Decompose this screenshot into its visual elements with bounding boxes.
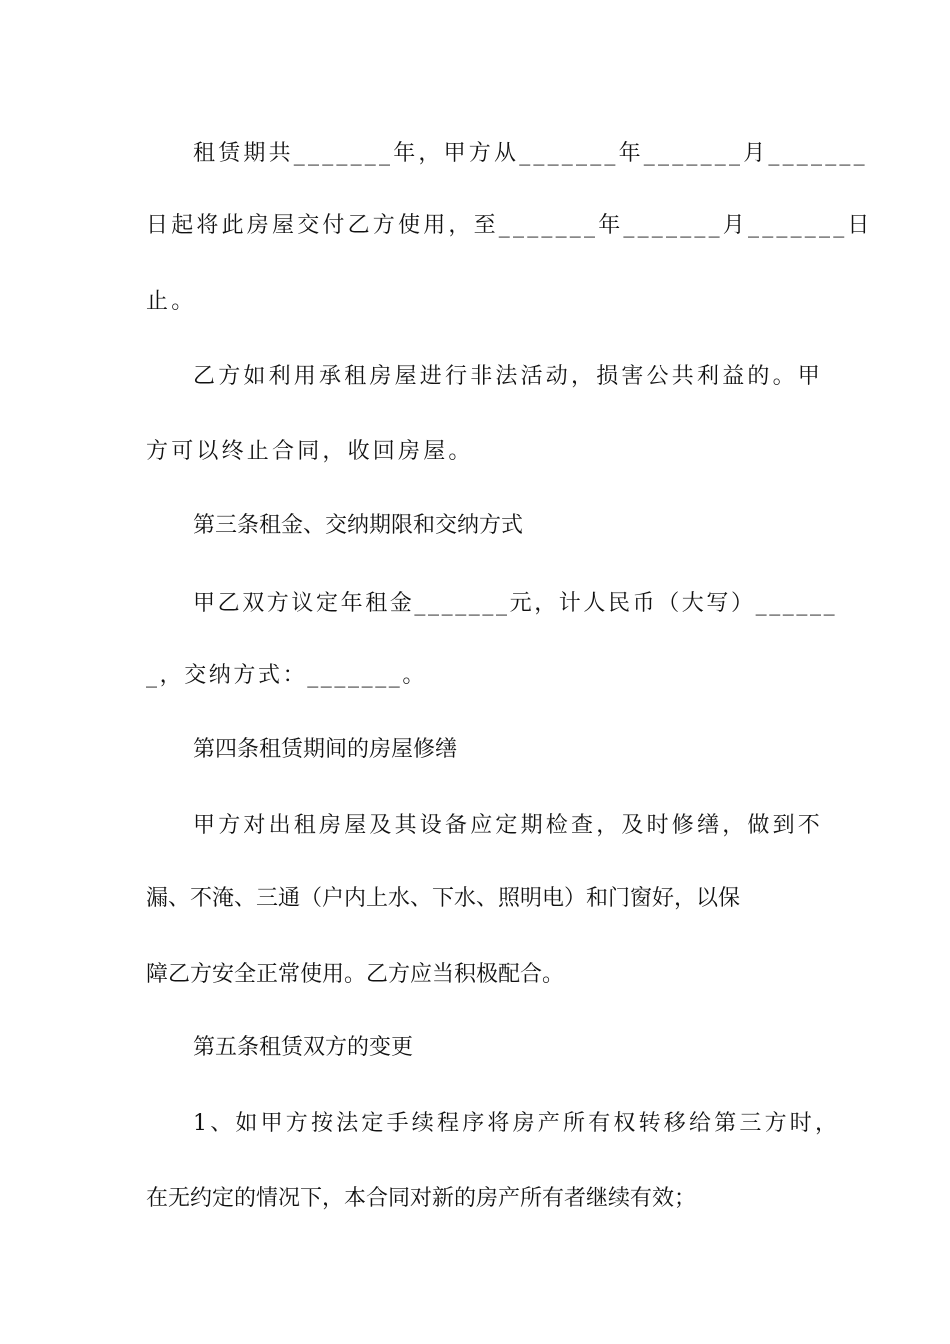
paragraph-lease-term-line-3: 止。 [146,289,197,314]
paragraph-rent-line-1: 甲乙双方议定年租金_______元，计人民币（大写）______ [193,591,838,616]
paragraph-lease-term-line-2: 日起将此房屋交付乙方使用，至_______年_______月_______日 [146,213,873,238]
paragraph-repair-line-3: 障乙方安全正常使用。乙方应当积极配合。 [146,962,565,987]
heading-article-4: 第四条租赁期间的房屋修缮 [193,737,458,762]
paragraph-change-line-1: 1、如甲方按法定手续程序将房产所有权转移给第三方时， [193,1111,841,1136]
paragraph-repair-line-1: 甲方对出租房屋及其设备应定期检查，及时修缮，做到不 [193,813,824,838]
heading-article-3: 第三条租金、交纳期限和交纳方式 [193,513,524,538]
paragraph-repair-line-2: 漏、不淹、三通（户内上水、下水、照明电）和门窗好，以保 [146,886,741,911]
paragraph-rent-line-2: _，交纳方式：_______。 [146,663,428,688]
paragraph-lease-term-line-1: 租赁期共_______年，甲方从_______年_______月_______ [193,141,868,166]
paragraph-illegal-use-line-1: 乙方如利用承租房屋进行非法活动，损害公共利益的。甲 [193,364,824,389]
heading-article-5: 第五条租赁双方的变更 [193,1035,414,1060]
paragraph-illegal-use-line-2: 方可以终止合同，收回房屋。 [146,439,474,464]
paragraph-change-line-2: 在无约定的情况下，本合同对新的房产所有者继续有效； [146,1186,697,1211]
